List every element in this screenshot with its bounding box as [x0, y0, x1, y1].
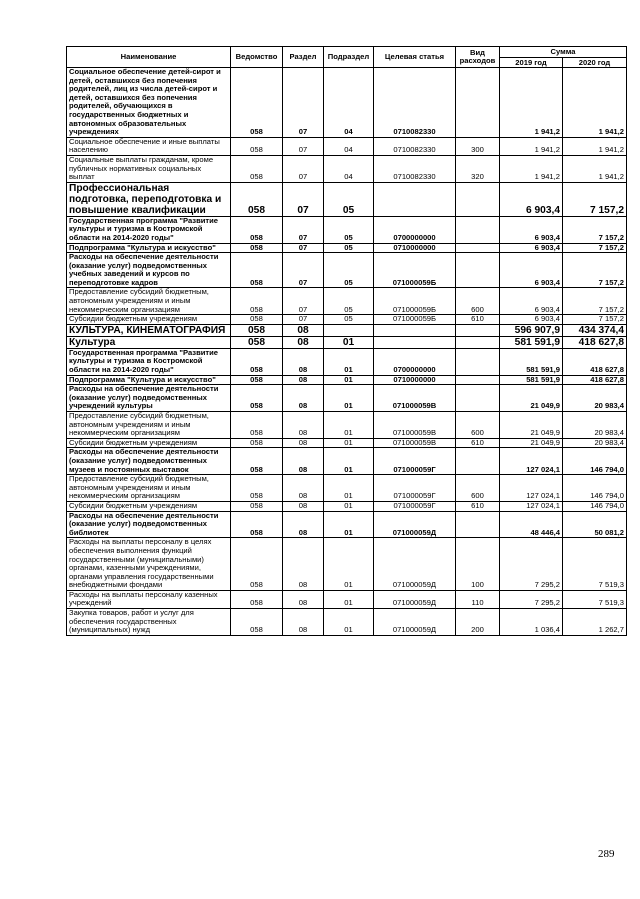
- row-section: 07: [283, 68, 324, 138]
- row-value-2019: 581 591,9: [500, 375, 563, 385]
- row-value-2019: 7 295,2: [500, 590, 563, 608]
- row-subsection: 01: [324, 412, 374, 439]
- row-value-2019: 6 903,4: [500, 315, 563, 325]
- row-name: КУЛЬТУРА, КИНЕМАТОГРАФИЯ: [67, 324, 231, 336]
- row-dept: 058: [231, 324, 283, 336]
- budget-table: [66, 46, 627, 636]
- row-value-2020: 146 794,0: [563, 448, 627, 475]
- row-subsection: 01: [324, 609, 374, 636]
- row-target: [374, 182, 456, 216]
- row-value-2019: 6 903,4: [500, 243, 563, 253]
- row-kind: [456, 243, 500, 253]
- row-subsection: 05: [324, 182, 374, 216]
- row-target: 071000059Г: [374, 448, 456, 475]
- header-2019: 2019 год: [500, 58, 563, 68]
- row-value-2020: 7 157,2: [563, 253, 627, 288]
- header-sum: Сумма: [500, 47, 627, 58]
- row-kind: 610: [456, 315, 500, 325]
- row-section: 07: [283, 155, 324, 182]
- row-name: Предоставление субсидий бюджетным, автономным учреждениям и иным некоммерческим организациям: [67, 412, 231, 439]
- row-kind: 300: [456, 137, 500, 155]
- row-target: 071000059Д: [374, 609, 456, 636]
- row-subsection: 01: [324, 385, 374, 412]
- row-name: Расходы на обеспечение деятельности (оказание услуг) подведомственных учебных заведений и курсов по переподготовке кадров: [67, 253, 231, 288]
- row-dept: 058: [231, 375, 283, 385]
- row-value-2019: 6 903,4: [500, 216, 563, 243]
- row-name: Государственная программа "Развитие культуры и туризма в Костромской области на 2014-2020 годы": [67, 216, 231, 243]
- row-target: 071000059Б: [374, 288, 456, 315]
- table-row: [67, 385, 627, 412]
- row-kind: 100: [456, 538, 500, 591]
- row-value-2020: 7 157,2: [563, 315, 627, 325]
- header-section: Раздел: [283, 47, 324, 68]
- row-target: 071000059Г: [374, 501, 456, 511]
- row-subsection: 01: [324, 336, 374, 348]
- row-value-2019: 581 591,9: [500, 336, 563, 348]
- row-subsection: 05: [324, 216, 374, 243]
- row-subsection: 05: [324, 243, 374, 253]
- row-value-2020: 20 983,4: [563, 412, 627, 439]
- row-section: 07: [283, 182, 324, 216]
- row-kind: 610: [456, 501, 500, 511]
- row-target: 071000059В: [374, 438, 456, 448]
- row-section: 07: [283, 216, 324, 243]
- row-target: 0710000000: [374, 375, 456, 385]
- row-target: 0700000000: [374, 348, 456, 375]
- row-target: 071000059В: [374, 412, 456, 439]
- row-value-2020: 7 519,3: [563, 590, 627, 608]
- row-section: 08: [283, 448, 324, 475]
- row-name: Субсидии бюджетным учреждениям: [67, 501, 231, 511]
- row-target: 0710082330: [374, 155, 456, 182]
- row-value-2020: 50 081,2: [563, 511, 627, 538]
- row-value-2020: 20 983,4: [563, 438, 627, 448]
- row-value-2020: 7 157,2: [563, 288, 627, 315]
- row-section: 07: [283, 243, 324, 253]
- table-row: [67, 182, 627, 216]
- row-value-2020: 7 157,2: [563, 243, 627, 253]
- row-target: 071000059Б: [374, 253, 456, 288]
- header-target: Целевая статья: [374, 47, 456, 68]
- row-kind: [456, 375, 500, 385]
- row-value-2019: 21 049,9: [500, 412, 563, 439]
- row-target: 071000059Д: [374, 590, 456, 608]
- row-section: 08: [283, 501, 324, 511]
- row-value-2019: 127 024,1: [500, 501, 563, 511]
- row-value-2020: 7 519,3: [563, 538, 627, 591]
- table-row: [67, 348, 627, 375]
- table-row: [67, 243, 627, 253]
- budget-document: [66, 46, 626, 636]
- header-2020: 2020 год: [563, 58, 627, 68]
- row-value-2019: 1 941,2: [500, 68, 563, 138]
- row-dept: 058: [231, 385, 283, 412]
- row-subsection: 05: [324, 288, 374, 315]
- row-name: Профессиональная подготовка, переподготовка и повышение квалификации: [67, 182, 231, 216]
- row-value-2019: 48 446,4: [500, 511, 563, 538]
- row-dept: 058: [231, 182, 283, 216]
- row-kind: [456, 216, 500, 243]
- row-name: Социальные выплаты гражданам, кроме публичных нормативных социальных выплат: [67, 155, 231, 182]
- table-row: [67, 253, 627, 288]
- row-value-2020: 7 157,2: [563, 182, 627, 216]
- row-name: Закупка товаров, работ и услуг для обеспечения государственных (муниципальных) нужд: [67, 609, 231, 636]
- row-value-2020: 146 794,0: [563, 475, 627, 502]
- table-row: [67, 609, 627, 636]
- row-target: [374, 336, 456, 348]
- row-subsection: 01: [324, 448, 374, 475]
- row-value-2019: 127 024,1: [500, 475, 563, 502]
- row-dept: 058: [231, 475, 283, 502]
- row-section: 08: [283, 609, 324, 636]
- header-subsection: Подраздел: [324, 47, 374, 68]
- row-value-2020: 418 627,8: [563, 336, 627, 348]
- table-row: [67, 538, 627, 591]
- row-value-2019: 21 049,9: [500, 385, 563, 412]
- table-body: [67, 68, 627, 636]
- row-value-2020: 434 374,4: [563, 324, 627, 336]
- row-section: 07: [283, 137, 324, 155]
- row-section: 08: [283, 511, 324, 538]
- row-section: 08: [283, 438, 324, 448]
- row-kind: 610: [456, 438, 500, 448]
- row-section: 08: [283, 324, 324, 336]
- row-kind: [456, 68, 500, 138]
- row-value-2020: 1 941,2: [563, 137, 627, 155]
- page-number: 289: [598, 848, 615, 860]
- row-dept: 058: [231, 511, 283, 538]
- row-section: 08: [283, 385, 324, 412]
- row-dept: 058: [231, 501, 283, 511]
- row-name: Культура: [67, 336, 231, 348]
- row-value-2019: 581 591,9: [500, 348, 563, 375]
- row-section: 08: [283, 375, 324, 385]
- row-value-2019: 596 907,9: [500, 324, 563, 336]
- row-target: [374, 324, 456, 336]
- row-subsection: 01: [324, 538, 374, 591]
- row-name: Предоставление субсидий бюджетным, автономным учреждениям и иным некоммерческим организациям: [67, 475, 231, 502]
- row-name: Подпрограмма "Культура и искусство": [67, 243, 231, 253]
- row-section: 08: [283, 590, 324, 608]
- row-target: 071000059Б: [374, 315, 456, 325]
- row-kind: 600: [456, 412, 500, 439]
- row-dept: 058: [231, 315, 283, 325]
- row-subsection: 01: [324, 511, 374, 538]
- row-name: Расходы на обеспечение деятельности (оказание услуг) подведомственных библиотек: [67, 511, 231, 538]
- row-dept: 058: [231, 288, 283, 315]
- row-value-2019: 1 036,4: [500, 609, 563, 636]
- row-dept: 058: [231, 336, 283, 348]
- row-dept: 058: [231, 590, 283, 608]
- row-subsection: 01: [324, 348, 374, 375]
- row-dept: 058: [231, 348, 283, 375]
- row-subsection: 04: [324, 155, 374, 182]
- row-subsection: 01: [324, 475, 374, 502]
- row-kind: [456, 385, 500, 412]
- row-kind: 600: [456, 288, 500, 315]
- row-name: Предоставление субсидий бюджетным, автономным учреждениям и иным некоммерческим организациям: [67, 288, 231, 315]
- row-target: 0710082330: [374, 137, 456, 155]
- row-target: 0700000000: [374, 216, 456, 243]
- row-name: Социальное обеспечение детей-сирот и детей, оставшихся без попечения родителей, лиц из числа детей-сирот и детей, оставшихся без попечения родителей, обучающихся в государственных бюджетных и автономных образовательных учреждениях: [67, 68, 231, 138]
- table-header: [67, 47, 627, 68]
- table-row: [67, 315, 627, 325]
- row-dept: 058: [231, 216, 283, 243]
- row-value-2019: 1 941,2: [500, 137, 563, 155]
- row-value-2020: 7 157,2: [563, 216, 627, 243]
- row-value-2020: 146 794,0: [563, 501, 627, 511]
- row-kind: [456, 182, 500, 216]
- table-row: [67, 438, 627, 448]
- row-kind: 600: [456, 475, 500, 502]
- row-value-2019: 6 903,4: [500, 253, 563, 288]
- row-name: Субсидии бюджетным учреждениям: [67, 438, 231, 448]
- table-row: [67, 137, 627, 155]
- row-value-2020: 418 627,8: [563, 348, 627, 375]
- table-row: [67, 375, 627, 385]
- row-subsection: 05: [324, 315, 374, 325]
- row-dept: 058: [231, 448, 283, 475]
- row-section: 07: [283, 315, 324, 325]
- row-target: 071000059Д: [374, 511, 456, 538]
- row-name: Расходы на обеспечение деятельности (оказание услуг) подведомственных музеев и постоянных выставок: [67, 448, 231, 475]
- table-row: [67, 590, 627, 608]
- row-subsection: 01: [324, 501, 374, 511]
- row-target: 0710082330: [374, 68, 456, 138]
- row-target: 071000059В: [374, 385, 456, 412]
- row-kind: [456, 324, 500, 336]
- row-dept: 058: [231, 609, 283, 636]
- row-section: 08: [283, 475, 324, 502]
- row-name: Субсидии бюджетным учреждениям: [67, 315, 231, 325]
- header-kind: Вид расходов: [456, 47, 500, 68]
- table-row: [67, 475, 627, 502]
- row-subsection: 01: [324, 375, 374, 385]
- row-subsection: 01: [324, 590, 374, 608]
- row-kind: 110: [456, 590, 500, 608]
- row-value-2019: 1 941,2: [500, 155, 563, 182]
- row-section: 08: [283, 538, 324, 591]
- row-section: 08: [283, 348, 324, 375]
- table-row: [67, 412, 627, 439]
- row-dept: 058: [231, 155, 283, 182]
- row-section: 07: [283, 288, 324, 315]
- row-kind: 320: [456, 155, 500, 182]
- row-dept: 058: [231, 68, 283, 138]
- row-section: 08: [283, 412, 324, 439]
- row-kind: [456, 511, 500, 538]
- row-name: Государственная программа "Развитие культуры и туризма в Костромской области на 2014-2020 годы": [67, 348, 231, 375]
- row-kind: [456, 253, 500, 288]
- row-dept: 058: [231, 438, 283, 448]
- table-row: [67, 501, 627, 511]
- row-value-2019: 127 024,1: [500, 448, 563, 475]
- row-value-2019: 21 049,9: [500, 438, 563, 448]
- row-name: Социальное обеспечение и иные выплаты населению: [67, 137, 231, 155]
- row-dept: 058: [231, 412, 283, 439]
- row-dept: 058: [231, 243, 283, 253]
- row-kind: [456, 336, 500, 348]
- row-target: 071000059Д: [374, 538, 456, 591]
- row-value-2020: 20 983,4: [563, 385, 627, 412]
- row-name: Расходы на обеспечение деятельности (оказание услуг) подведомственных учреждений культуры: [67, 385, 231, 412]
- row-value-2020: 1 262,7: [563, 609, 627, 636]
- row-value-2020: 1 941,2: [563, 155, 627, 182]
- row-value-2019: 6 903,4: [500, 182, 563, 216]
- row-kind: [456, 348, 500, 375]
- row-kind: [456, 448, 500, 475]
- table-row: [67, 324, 627, 336]
- row-dept: 058: [231, 538, 283, 591]
- row-subsection: 05: [324, 253, 374, 288]
- header-dept: Ведомство: [231, 47, 283, 68]
- row-dept: 058: [231, 253, 283, 288]
- row-target: 071000059Г: [374, 475, 456, 502]
- table-row: [67, 68, 627, 138]
- row-name: Расходы на выплаты персоналу в целях обеспечения выполнения функций государственными (муниципальными) органами, казенными учреждениями, органами управления государственными внебюджетными фондами: [67, 538, 231, 591]
- header-name: Наименование: [67, 47, 231, 68]
- row-value-2020: 418 627,8: [563, 375, 627, 385]
- row-value-2019: 7 295,2: [500, 538, 563, 591]
- row-name: Расходы на выплаты персоналу казенных учреждений: [67, 590, 231, 608]
- row-target: 0710000000: [374, 243, 456, 253]
- table-row: [67, 448, 627, 475]
- row-name: Подпрограмма "Культура и искусство": [67, 375, 231, 385]
- row-section: 08: [283, 336, 324, 348]
- row-subsection: 04: [324, 68, 374, 138]
- row-subsection: 04: [324, 137, 374, 155]
- row-section: 07: [283, 253, 324, 288]
- row-kind: 200: [456, 609, 500, 636]
- table-row: [67, 511, 627, 538]
- row-subsection: 01: [324, 438, 374, 448]
- table-row: [67, 336, 627, 348]
- row-subsection: [324, 324, 374, 336]
- table-row: [67, 288, 627, 315]
- table-row: [67, 216, 627, 243]
- row-value-2020: 1 941,2: [563, 68, 627, 138]
- row-value-2019: 6 903,4: [500, 288, 563, 315]
- table-row: [67, 155, 627, 182]
- row-dept: 058: [231, 137, 283, 155]
